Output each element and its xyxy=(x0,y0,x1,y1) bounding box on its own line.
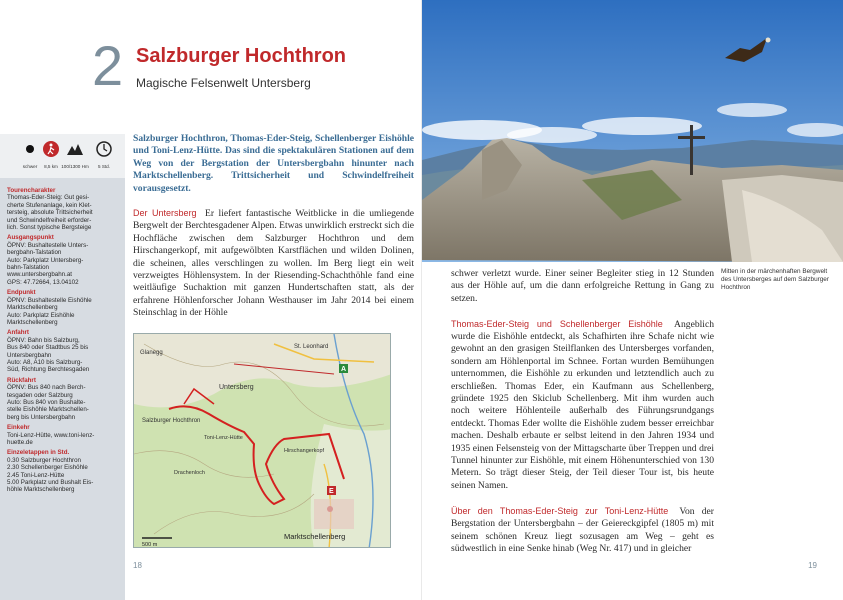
map-label: Salzburger Hochthron xyxy=(142,418,201,424)
info-section xyxy=(7,187,120,231)
map-label: St. Leonhard xyxy=(294,344,329,350)
elevation-label: 100/1300 Hm xyxy=(61,164,89,169)
section-label: Der Untersberg xyxy=(133,208,197,218)
body-paragraph: schwer verletzt wurde. Einer seiner Begleiter stieg in 12 Stunden aus der Höhle auf, um die dann erfolgreiche Rettung in Gang zu setzen. xyxy=(451,268,714,304)
info-heading: Ausgangspunkt xyxy=(7,234,54,242)
body-text-right xyxy=(451,268,714,568)
route-map xyxy=(133,333,391,548)
info-heading: Einzeletappen in Std. xyxy=(7,449,70,457)
info-text: ÖPNV: Bus 840 nach Berch- tesgaden oder Salzburg Auto: Bus 840 von Bushalte- stelle Eishöhle Marktschellen- berg bis Untersbergbahn xyxy=(7,384,89,421)
info-text: ÖPNV: Bushaltestelle Unters- bergbahn-Talstation Auto: Parkplatz Untersberg- bahn-Talstation www.untersbergbahn.at GPS: 47.72664, 13.04102 xyxy=(7,241,89,286)
body-text-left xyxy=(133,207,414,320)
difficulty-label: schwer xyxy=(22,164,38,169)
tour-info-sidebar xyxy=(0,134,125,600)
section-label: Thomas-Eder-Steig und Schellenberger Eishöhle xyxy=(451,318,663,329)
lead-paragraph: Salzburger Hochthron, Thomas-Eder-Steig, Schellenberger Eishöhle und Toni-Lenz-Hütte. Das sind die spektakulären Stationen auf dem Weg von der Bergstation der Untersbergbahn hinunter nach Marktschellenberg. Trittsicherheit und Schwindelfreiheit vorausgesetzt. xyxy=(133,133,414,194)
map-label: Glanegg xyxy=(140,350,163,356)
info-section xyxy=(7,234,120,286)
duration-label: 5 Std. xyxy=(97,164,110,169)
info-heading: Rückfahrt xyxy=(7,376,36,384)
page-number-right: 19 xyxy=(808,561,817,570)
chapter-title: Salzburger Hochthron xyxy=(136,45,347,67)
map-label: Marktschellenberg xyxy=(284,532,346,541)
map-label: Toni-Lenz-Hütte xyxy=(204,435,243,441)
body-paragraph-text: Angeblich wurde die Eishöhle entdeckt, als Schafhirten ihre Schafe nicht wie gewohnt an den grasigen Steilflanken des Untersberges vorfanden, sondern am Höhlenportal im Schnee. Fortan wurden Bemühungen unternommen, die Eishöhle zu erkunden und letztendlich auch zu erschließen. Thomas Eder, ein Kaufmann aus Schellenberg, gründete 1925 den Skiclub Schellenberg. Mit ihm wurden auch noch weitere Höhlenteile außerhalb des Führungsrundgangs entdeckt. Thomas Eder wollte die Eishöhle zudem besser erreichbar machen. Deshalb erbaute er selbst leitend in den Jahren 1934 und 1935 einen Felsensteig von der Mittagscharte über Treppen und drei Tunnel hinunter zur Eishöhle, mit einem Höhenunterschied von 130 Metern. So trägt dieser Steig, der Teil dieser Tour ist, bis heute seinen Namen. xyxy=(451,318,715,491)
map-start-marker: A xyxy=(341,366,347,373)
info-text: ÖPNV: Bahn bis Salzburg, Bus 840 oder Stadtbus 25 bis Untersbergbahn Auto: A8, A10 bis Salzburg- Süd, Richtung Berchtesgaden xyxy=(7,336,90,374)
body-paragraph-text: Von der Bergstation der Untersbergbahn – der Geiereckgipfel (1805 m) mit seinem schönen Kreuz liegt sozusagen am Weg – geht es südwestlich in eine Senke hinab (Weg Nr. 417) und in gleicher xyxy=(451,505,715,554)
info-heading: Einkehr xyxy=(7,424,30,432)
info-text: ÖPNV: Bushaltestelle Eishöhle Marktschellenberg Auto: Parkplatz Eishöhle Marktschellenberg xyxy=(7,296,92,326)
map-label: Hirschangerkopf xyxy=(284,448,325,454)
route-map-graphic xyxy=(134,334,391,548)
chapter-number: 2 xyxy=(92,34,124,97)
info-section xyxy=(7,289,120,326)
map-label: Drachenloch xyxy=(174,470,205,476)
info-section xyxy=(7,449,120,493)
tour-info-content xyxy=(0,178,125,494)
info-heading: Endpunkt xyxy=(7,289,36,297)
info-heading: Tourencharakter xyxy=(7,187,56,194)
hiker-icon xyxy=(42,140,60,158)
chapter-subtitle: Magische Felsenwelt Untersberg xyxy=(136,76,311,90)
summit-photo-graphic xyxy=(422,0,843,262)
right-page xyxy=(422,0,843,600)
info-section xyxy=(7,329,120,373)
photo-caption: Mitten in der märchenhaften Bergwelt des Untersberges auf dem Salzburger Hochthron xyxy=(721,268,829,291)
tour-icon-bar xyxy=(0,134,125,178)
body-paragraph xyxy=(451,318,714,493)
distance-label: 8,5 km xyxy=(44,164,58,169)
info-section xyxy=(7,424,120,446)
map-label: Untersberg xyxy=(219,384,254,391)
info-heading: Anfahrt xyxy=(7,329,29,337)
section-label: Über den Thomas-Eder-Steig zur Toni-Lenz-Hütte xyxy=(451,505,669,516)
left-page xyxy=(0,0,421,600)
info-section xyxy=(7,377,120,421)
clock-icon xyxy=(95,140,113,158)
info-text: 0.30 Salzburger Hochthron 2.30 Schellenberger Eishöhle 2.45 Toni-Lenz-Hütte 5.00 Parkplatz und Bushalt Eis- höhle Marktschellenberg xyxy=(7,456,94,494)
elevation-icon xyxy=(66,140,84,158)
map-end-marker: E xyxy=(329,488,334,495)
page-number-left: 18 xyxy=(133,561,142,570)
difficulty-dot-icon xyxy=(21,140,39,158)
info-text: Toni-Lenz-Hütte, www.toni-lenz- huette.de xyxy=(7,431,95,446)
info-text: Thomas-Eder-Steig: Gut gesi- cherte Stufenanlage, kein Klet- tersteig, absolute Trittsicherheit und Schwindelfreiheit erforder- lich. Sonst typische Bergsteige xyxy=(7,194,93,232)
body-paragraph: Er liefert fantastische Weitblicke in die umliegende Bergwelt der Berchtesgadener Alpen. Etwas unwirklich erstreckt sich die Hochfläche zwischen dem Salzburger Hochthron und dem Hirschangerkopf, mit aufgewölbten Karstflächen und wilden Dolinen, die scheinen, alles verschlingen zu wollen. Im Berg liegt ein weit verzweigtes Höhlensystem. In der Riesending-Schachthöhle fand eine weitläufige Suchaktion mit ganzen Hundertschaften statt, als der erfahrene Höhlenforscher Johann Westhauser im Jahr 2014 bei einem Steinschlag in der Höhle xyxy=(133,208,415,319)
map-scale-bar: 500 m xyxy=(142,542,158,548)
body-paragraph xyxy=(451,505,714,556)
summit-photo xyxy=(422,0,843,262)
